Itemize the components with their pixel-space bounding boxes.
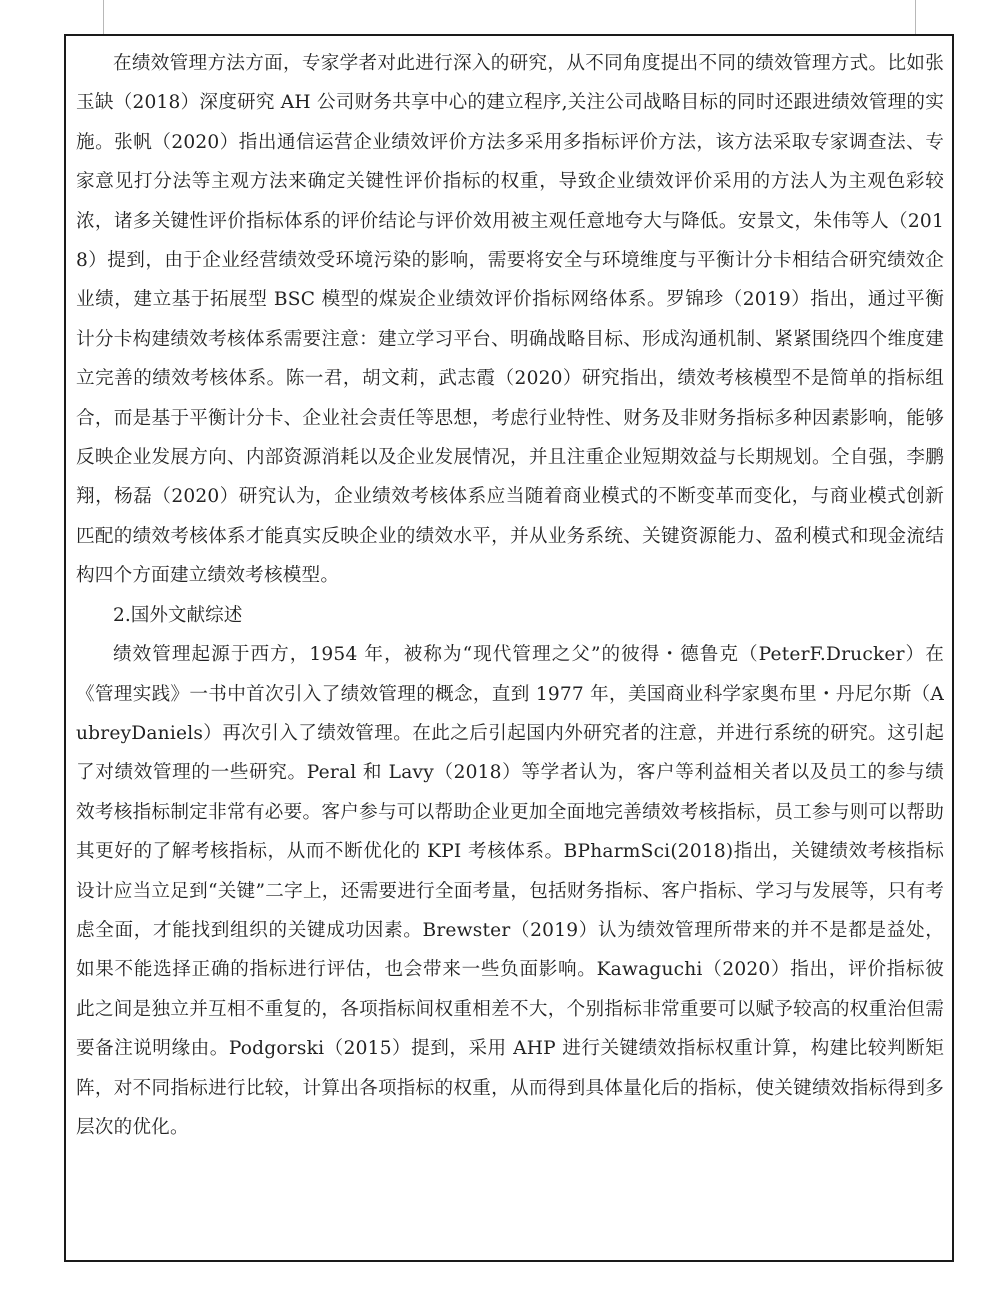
document-frame [64, 34, 954, 1262]
left-margin-marker [103, 0, 104, 34]
document-body [76, 44, 944, 1147]
paragraph-foreign-review: 绩效管理起源于西方，1954 年，被称为“现代管理之父”的彼得・德鲁克（PeterF.Drucker）在《管理实践》一书中首次引入了绩效管理的概念，直到 1977 年，美国商业科学家奥布里・丹尼尔斯（AubreyDaniels）再次引入了绩效管理。在此之后引起国内外研究者的注意，并进行系统的研究。这引起了对绩效管理的一些研究。Peral 和 Lavy（2018）等学者认为，客户等利益相关者以及员工的参与绩效考核指标制定非常有必要。客户参与可以帮助企业更加全面地完善绩效考核指标，员工参与则可以帮助其更好的了解考核指标，从而不断优化的 KPI 考核体系。BPharmSci(2018)指出，关键绩效考核指标设计应当立足到“关键”二字上，还需要进行全面考量，包括财务指标、客户指标、学习与发展等，只有考虑全面，才能找到组织的关键成功因素。Brewster（2019）认为绩效管理所带来的并不是都是益处，如果不能选择正确的指标进行评估，也会带来一些负面影响。Kawaguchi（2020）指出，评价指标彼此之间是独立并互相不重复的，各项指标间权重相差不大，个别指标非常重要可以赋予较高的权重治但需要备注说明缘由。Podgorski（2015）提到，采用 AHP 进行关键绩效指标权重计算，构建比较判断矩阵，对不同指标进行比较，计算出各项指标的权重，从而得到具体量化后的指标，使关键绩效指标得到多层次的优化。 [76, 644, 944, 1138]
section-heading-foreign-literature: 2.国外文献综述 [113, 604, 243, 626]
right-margin-marker [915, 0, 916, 34]
paragraph-domestic-review: 在绩效管理方法方面，专家学者对此进行深入的研究，从不同角度提出不同的绩效管理方式。比如张玉缺（2018）深度研究 AH 公司财务共享中心的建立程序,关注公司战略目标的同时还跟进绩效管理的实施。张帆（2020）指出通信运营企业绩效评价方法多采用多指标评价方法，该方法采取专家调查法、专家意见打分法等主观方法来确定关键性评价指标的权重，导致企业绩效评价采用的方法人为主观色彩较浓，诸多关键性评价指标体系的评价结论与评价效用被主观任意地夸大与降低。安景文，朱伟等人（2018）提到，由于企业经营绩效受环境污染的影响，需要将安全与环境维度与平衡计分卡相结合研究绩效企业绩，建立基于拓展型 BSC 模型的煤炭企业绩效评价指标网络体系。罗锦珍（2019）指出，通过平衡计分卡构建绩效考核体系需要注意：建立学习平台、明确战略目标、形成沟通机制、紧紧围绕四个维度建立完善的绩效考核体系。陈一君，胡文莉，武志霞（2020）研究指出，绩效考核模型不是简单的指标组合，而是基于平衡计分卡、企业社会责任等思想，考虑行业特性、财务及非财务指标多种因素影响，能够反映企业发展方向、内部资源消耗以及企业发展情况，并且注重企业短期效益与长期规划。仝自强，李鹏翔，杨磊（2020）研究认为，企业绩效考核体系应当随着商业模式的不断变革而变化，与商业模式创新匹配的绩效考核体系才能真实反映企业的绩效水平，并从业务系统、关键资源能力、盈利模式和现金流结构四个方面建立绩效考核模型。 [76, 53, 944, 587]
